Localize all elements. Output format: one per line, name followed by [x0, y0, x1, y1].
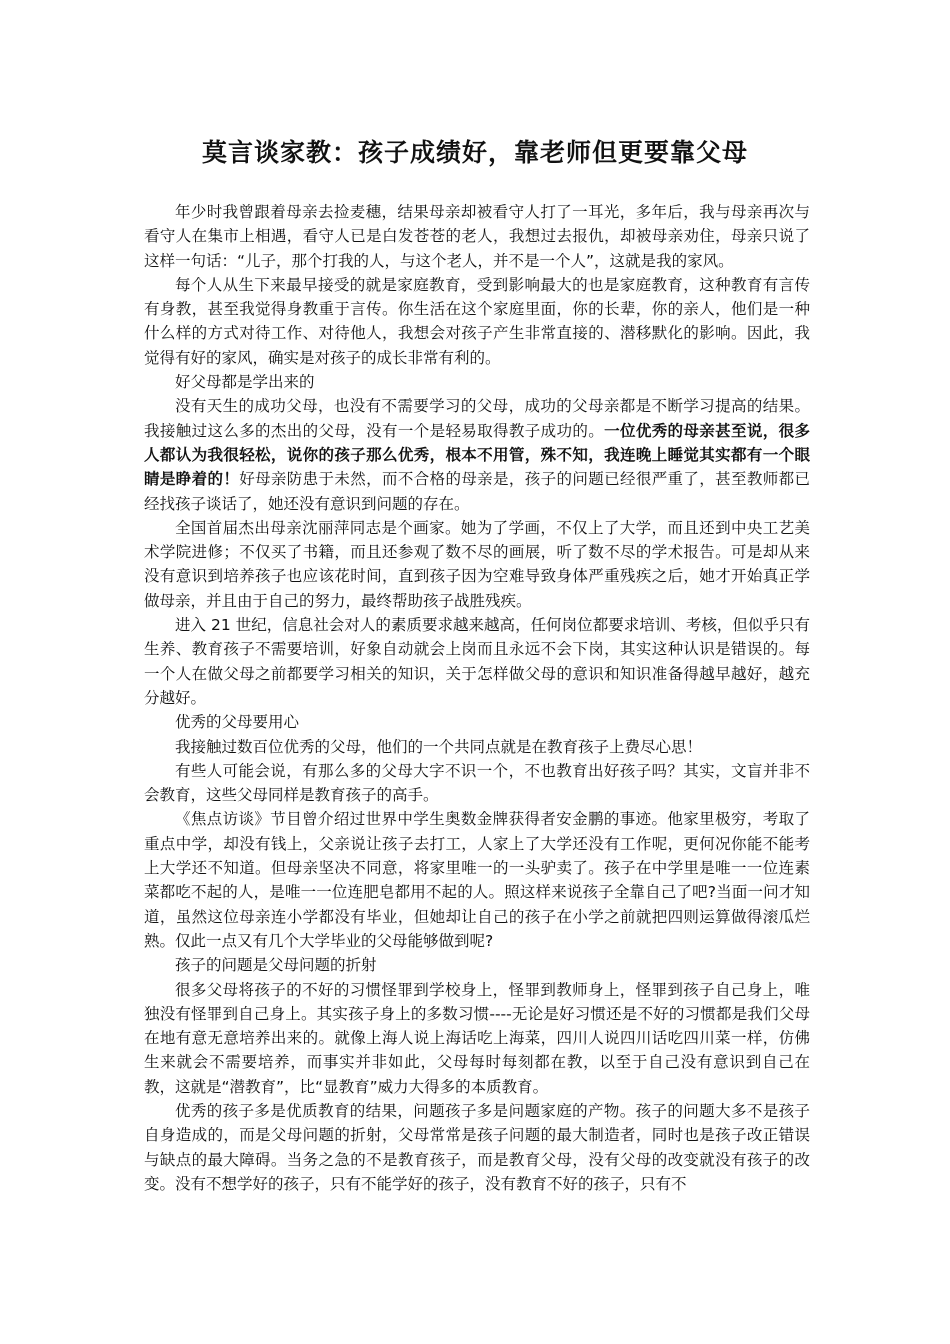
paragraph-3-text: 没有天生的成功父母，也没有不需要学习的父母，成功的父母亲都是不断学习提高的结果。我接触过这么多的杰出的父母，没有一个是轻易取得教子成功的。 — [144, 397, 810, 440]
paragraph-4: 全国首届杰出母亲沈丽萍同志是个画家。她为了学画，不仅上了大学，而且还到中央工艺美术学院进修；不仅买了书籍，而且还参观了数不尽的画展，听了数不尽的学术报告。可是却从来没有意识到培养孩子也应该花时间，直到孩子因为空难导致身体严重残疾之后，她才开始真正学做母亲，并且由于自己的努力，最终帮助孩子战胜残疾。 — [144, 518, 810, 610]
paragraph-8: 《焦点访谈》节目曾介绍过世界中学生奥数金牌获得者安金鹏的事迹。他家里极穷，考取了重点中学，却没有钱上，父亲说让孩子去打工，人家上了大学还没有工作呢，更何况你能不能考上大学还不知道。但母亲坚决不同意，将家里唯一的一头驴卖了。孩子在中学里是唯一一位连素菜都吃不起的人，是唯一一位连肥皂都用不起的人。照这样来说孩子全靠自己了吧?当面一问才知道，虽然这位母亲连小学都没有毕业，但她却让自己的孩子在小学之前就把四则运算做得滚瓜烂熟。仅此一点又有几个大学毕业的父母能够做到呢? — [144, 810, 810, 950]
paragraph-5: 进入 21 世纪，信息社会对人的素质要求越来越高，任何岗位都要求培训、考核，但似乎只有生养、教育孩子不需要培训，好象自动就会上岗而且永远不会下岗，其实这种认识是错误的。每一个人在做父母之前都要学习相关的知识，关于怎样做父母的意识和知识准备得越早越好，越充分越好。 — [144, 616, 810, 707]
paragraph-3-bold: 一位优秀的母亲甚至说，很多人都认为我很轻松，说你的孩子那么优秀，根本不用管，殊不知，我连晚上睡觉其实都有一个眼睛是睁着的！ — [144, 421, 810, 489]
section-heading-2: 优秀的父母要用心 — [175, 713, 300, 732]
page-title: 莫言谈家教：孩子成绩好，靠老师但更要靠父母 — [201, 138, 748, 167]
paragraph-10: 优秀的孩子多是优质教育的结果，问题孩子多是问题家庭的产物。孩子的问题大多不是孩子自身造成的，而是父母问题的折射，父母常常是孩子问题的最大制造者，同时也是孩子改正错误与缺点的最大障碍。当务之急的不是教育孩子，而是教育父母，没有父母的改变就没有孩子的改变。没有不想学好的孩子，只有不能学好的孩子，没有教育不好的孩子，只有不 — [144, 1101, 810, 1193]
paragraph-3-tail: 好母亲防患于未然，而不合格的母亲是，孩子的问题已经很严重了，甚至教师都已经找孩子谈话了，她还没有意识到问题的存在。 — [144, 470, 810, 513]
paragraph-6: 我接触过数百位优秀的父母，他们的一个共同点就是在教育孩子上费尽心思！ — [175, 737, 703, 756]
paragraph-2: 每个人从生下来最早接受的就是家庭教育，受到影响最大的也是家庭教育，这种教育有言传有身教，甚至我觉得身教重于言传。你生活在这个家庭里面，你的长辈，你的亲人，他们是一种什么样的方式对待工作、对待他人，我想会对孩子产生非常直接的、潜移默化的影响。因此，我觉得有好的家风，确实是对孩子的成长非常有利的。 — [144, 275, 810, 367]
article-body — [144, 200, 810, 1196]
paragraph-1: 年少时我曾跟着母亲去捡麦穗，结果母亲却被看守人打了一耳光，多年后，我与母亲再次与看守人在集市上相遇，看守人已是白发苍苍的老人，我想过去报仇，却被母亲劝住，母亲只说了这样一句话：“儿子，那个打我的人，与这个老人，并不是一个人”，这就是我的家风。 — [144, 203, 810, 270]
paragraph-7: 有些人可能会说，有那么多的父母大字不识一个，不也教育出好孩子吗？其实，文盲并非不会教育，这些父母同样是教育孩子的高手。 — [144, 761, 810, 805]
section-heading-1: 好父母都是学出来的 — [175, 373, 315, 392]
paragraph-9: 很多父母将孩子的不好的习惯怪罪到学校身上，怪罪到教师身上，怪罪到孩子自己身上，唯独没有怪罪到自己身上。其实孩子身上的多数习惯----无论是好习惯还是不好的习惯都是我们父母在地有意无意培养出来的。就像上海人说上海话吃上海菜，四川人说四川话吃四川菜一样，仿佛生来就会不需要培养，而事实并非如此，父母每时每刻都在教，以至于自己没有意识到自己在教，这就是“潜教育”，比“显教育”威力大得多的本质教育。 — [144, 980, 810, 1096]
section-heading-3: 孩子的问题是父母问题的折射 — [175, 956, 377, 975]
paragraph-3 — [144, 394, 810, 515]
